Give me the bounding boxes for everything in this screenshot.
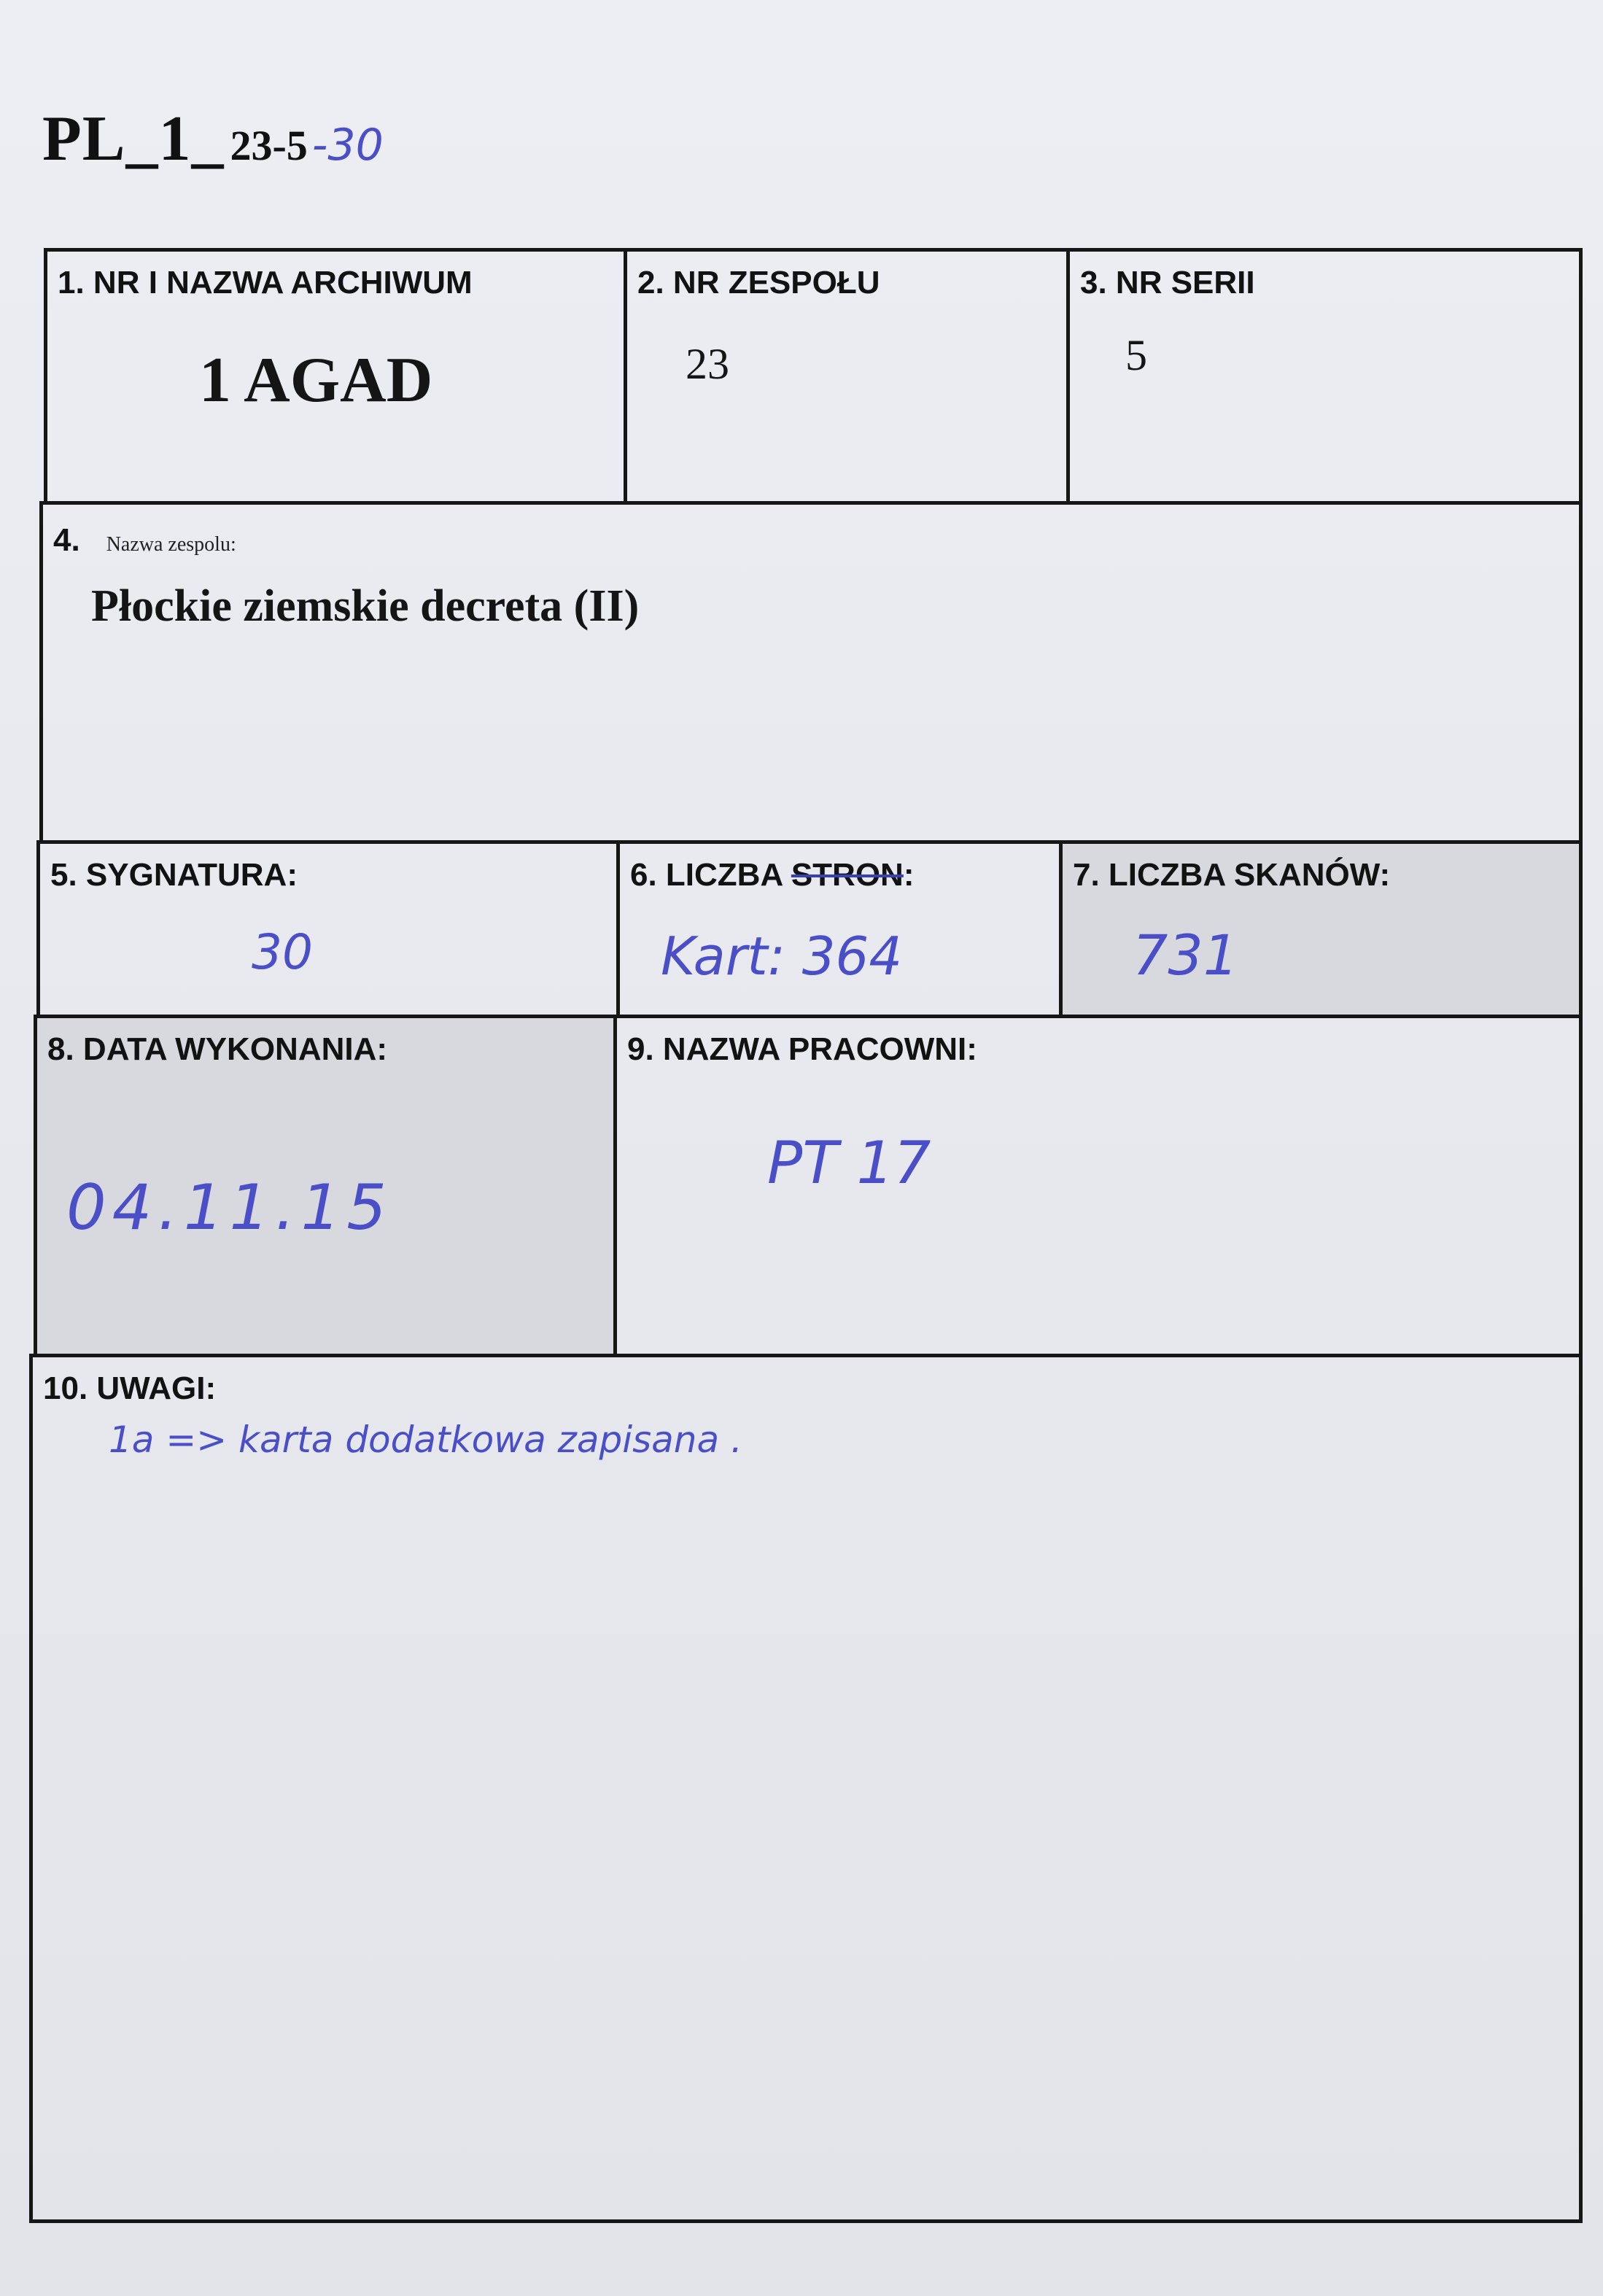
fonds-name-number: 4. [53,522,80,558]
fonds-name-heading [53,522,236,559]
fonds-name-value: Płockie ziemskie decreta (II) [91,581,640,631]
notes-label: 10. UWAGI: [43,1370,217,1406]
pages-value: Kart: 364 [661,926,903,987]
date-cell [34,1015,617,1357]
fonds-no-cell [624,248,1070,505]
code-handwritten: -30 [311,120,384,171]
date-value: 04.11.15 [66,1171,392,1244]
series-no-value: 5 [1125,331,1147,379]
signature-value: 30 [252,924,313,980]
studio-label: 9. NAZWA PRACOWNI: [627,1031,977,1067]
archive-cell [44,248,627,505]
document-code [42,102,384,176]
pages-label [630,857,914,893]
series-no-label: 3. NR SERII [1080,265,1255,300]
series-no-cell [1066,248,1583,505]
pages-label-strike: STRON [791,857,904,893]
fonds-no-value: 23 [686,340,729,388]
notes-value: 1a => karta dodatkowa zapisana . [109,1419,742,1461]
signature-cell [36,840,620,1018]
scans-label: 7. LICZBA SKANÓW: [1073,857,1391,893]
archive-label: 1. NR I NAZWA ARCHIWUM [58,265,473,300]
fonds-name-cell [39,501,1583,844]
studio-cell [613,1015,1583,1357]
archive-value: 1 AGAD [199,345,433,416]
code-suffix: 23-5 [230,122,308,169]
fonds-no-label: 2. NR ZESPOŁU [637,265,880,300]
date-label: 8. DATA WYKONANIA: [47,1031,388,1067]
pages-cell [616,840,1063,1018]
scans-cell [1059,840,1583,1018]
metadata-form [29,248,1574,2232]
studio-value: PT 17 [767,1129,931,1197]
signature-label: 5. SYGNATURA: [50,857,298,893]
scans-value: 731 [1133,923,1239,988]
fonds-name-sublabel: Nazwa zespolu: [106,533,236,556]
notes-cell [29,1354,1583,2223]
pages-label-pre: 6. LICZBA [630,857,791,893]
code-prefix: PL_1_ [42,104,225,174]
pages-label-post: : [903,857,915,893]
